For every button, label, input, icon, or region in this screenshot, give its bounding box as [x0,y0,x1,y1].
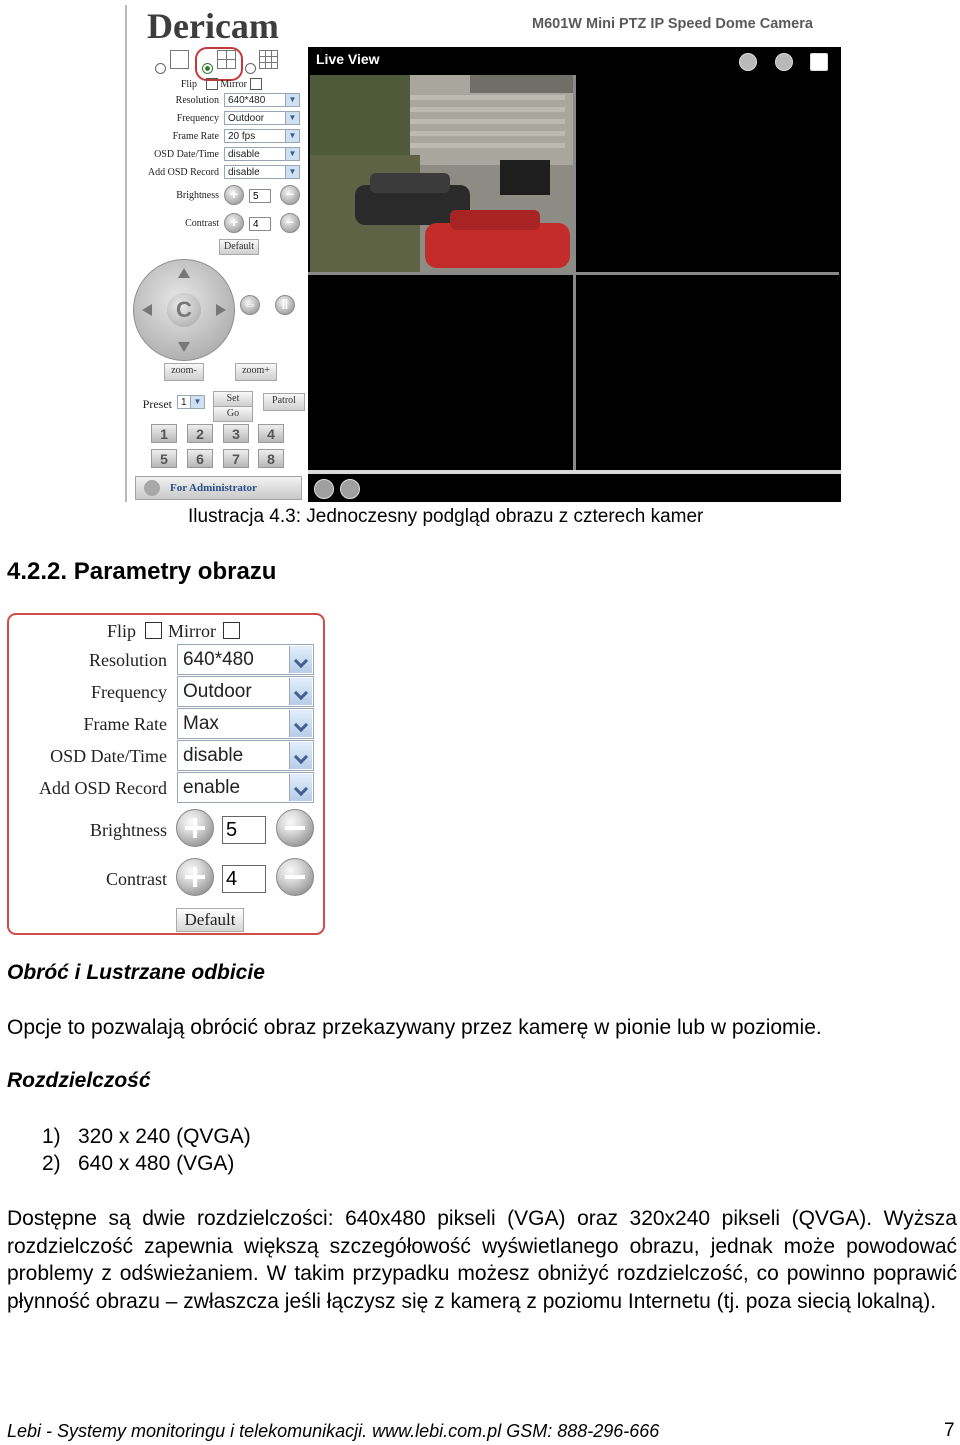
section-heading: 4.2.2. Parametry obrazu [7,558,277,585]
live-view-panel [308,47,841,502]
osd-date-time-value: disable [183,745,244,766]
list-item: 640 x 480 (VGA) [78,1152,235,1175]
image-parameters-panel [7,613,325,935]
user-bar [135,476,302,500]
chevron-down-icon: ▼ [285,130,299,142]
preset-set-button[interactable]: Set [213,391,253,407]
default-button[interactable]: Default [219,239,259,255]
grid-divider-horizontal [308,272,839,275]
resolution-select[interactable] [224,93,300,107]
osd-date-time-label: OSD Date/Time [154,149,219,160]
ptz-direction-pad[interactable] [133,259,235,361]
contrast-decrease-button[interactable] [276,858,314,896]
osd-date-time-select[interactable] [177,740,314,771]
camera-web-interface-screenshot [125,5,842,502]
resolution-value: 640*480 [228,95,266,106]
chevron-down-icon [289,710,312,737]
preset-go-button[interactable]: Go [213,406,253,422]
resolution-paragraph: Dostępne są dwie rozdzielczości: 640x480 pikseli (VGA) oraz 320x240 pikseli (QVGA). Wyższa rozdzielczość zapewnia większą szczegółowość wyświetlanego obrazu, jednak może powodować problemy z odświeżaniem. W takim przypadku możesz obniżyć rozdzielczość, co powinno poprawić płynność obrazu – zwłaszcza jeśli łączysz się z kamerą z poziomu Internetu (tj. poza siecią lokalną). [7,1207,957,1313]
frame-rate-select[interactable] [177,708,314,739]
quad-view-icon[interactable] [217,50,236,69]
play-icon[interactable] [314,479,334,499]
frame-rate-value: 20 fps [228,131,256,142]
brightness-plus-button[interactable]: + [224,185,244,205]
list-item: 320 x 240 (QVGA) [78,1125,251,1148]
contrast-plus-button[interactable]: + [224,213,244,233]
record-icon[interactable] [739,53,757,71]
frequency-label: Frequency [176,113,219,124]
chevron-down-icon [289,774,312,801]
camera-4-video[interactable] [576,275,839,470]
flip-mirror-paragraph: Opcje to pozwalają obrócić obraz przekazywany przez kamerę w pionie lub w poziomie. [7,1016,822,1039]
zoom-out-button[interactable]: zoom- [164,363,204,381]
preset-label: Preset [142,397,172,411]
preset-button-1[interactable]: 1 [151,424,177,443]
patrol-button[interactable]: Patrol [263,393,305,411]
frame-rate-label: Frame Rate [172,131,219,142]
screenshot-header [127,5,842,47]
mirror-checkbox[interactable] [250,78,262,90]
default-button[interactable]: Default [176,908,244,932]
brightness-minus-button[interactable]: − [280,185,300,205]
video-bottom-border [308,470,841,474]
user-role-label: For Administrator [170,482,257,494]
fullscreen-icon[interactable] [810,53,828,71]
mirror-checkbox[interactable] [223,622,240,639]
chevron-down-icon: ▼ [285,148,299,160]
brightness-decrease-button[interactable] [276,809,314,847]
preset-button-6[interactable]: 6 [187,449,213,468]
mirror-label: Mirror [220,79,247,90]
chevron-down-icon [289,646,312,673]
brightness-value[interactable]: 5 [222,816,266,844]
osd-date-time-value: disable [228,149,260,160]
brightness-label: Brightness [176,190,219,201]
add-osd-record-value: disable [228,167,260,178]
preset-button-5[interactable]: 5 [151,449,177,468]
contrast-minus-button[interactable]: − [280,213,300,233]
brightness-value[interactable]: 5 [249,189,271,203]
chevron-down-icon [289,742,312,769]
brightness-increase-button[interactable] [176,809,214,847]
nine-view-icon[interactable] [259,50,278,69]
mirror-label: Mirror [168,621,216,641]
add-osd-record-select[interactable] [224,165,300,179]
add-osd-record-select[interactable] [177,772,314,803]
frequency-value: Outdoor [228,113,265,124]
preset-button-3[interactable]: 3 [223,424,249,443]
radio-nine-view-icon[interactable] [245,63,256,74]
resolution-label: Resolution [175,95,219,106]
contrast-increase-button[interactable] [176,858,214,896]
snapshot-icon[interactable] [775,53,793,71]
frequency-select[interactable] [177,676,314,707]
chevron-down-icon: ▼ [190,396,204,408]
list-item-number: 1) [42,1125,61,1148]
contrast-value[interactable]: 4 [249,217,271,231]
frame-rate-value: Max [183,713,219,734]
camera-1-frame-image [310,75,573,272]
contrast-label: Contrast [106,869,167,889]
contrast-value[interactable]: 4 [222,865,266,893]
stop-icon[interactable]: ‖ [275,295,295,315]
horizontal-cruise-icon[interactable]: ⇔ [240,295,260,315]
resolution-heading: Rozdzielczość [7,1069,151,1092]
add-osd-record-label: Add OSD Record [147,167,219,178]
preset-button-4[interactable]: 4 [258,424,284,443]
radio-quad-view-icon[interactable] [202,63,213,74]
contrast-label: Contrast [185,218,219,229]
chevron-down-icon: ▼ [285,112,299,124]
resolution-value: 640*480 [183,649,254,670]
frequency-label: Frequency [91,682,167,702]
add-osd-record-label: Add OSD Record [39,778,167,798]
preset-button-2[interactable]: 2 [187,424,213,443]
ptz-center-button[interactable]: C [167,293,201,327]
arrow-up-icon[interactable] [178,268,190,278]
camera-2-video[interactable] [576,75,839,272]
frame-rate-select[interactable] [224,129,300,143]
page-number: 7 [944,1420,955,1441]
single-view-icon[interactable] [170,50,189,69]
resolution-label: Resolution [88,650,167,670]
resolution-select[interactable] [177,644,314,675]
live-view-title: Live View [316,51,380,67]
list-item-number: 2) [42,1152,61,1175]
camera-model-title: M601W Mini PTZ IP Speed Dome Camera [532,16,813,32]
frame-rate-label: Frame Rate [83,714,167,734]
chevron-down-icon: ▼ [285,166,299,178]
flip-mirror-heading: Obróć i Lustrzane odbicie [7,961,265,984]
preset-value: 1 [181,397,187,408]
arrow-down-icon[interactable] [178,342,190,352]
zoom-in-button[interactable]: zoom+ [235,363,277,381]
chevron-down-icon [289,678,312,705]
preset-select[interactable] [177,395,205,409]
add-osd-record-value: enable [183,777,241,798]
flip-label: Flip [180,79,197,90]
figure-caption: Ilustracja 4.3: Jednoczesny podgląd obrazu z czterech kamer [188,506,704,527]
chevron-down-icon: ▼ [285,94,299,106]
arrow-left-icon[interactable] [142,304,152,316]
osd-date-time-select[interactable] [224,147,300,161]
pause-icon[interactable] [340,479,360,499]
osd-date-time-label: OSD Date/Time [50,746,167,766]
preset-button-7[interactable]: 7 [223,449,249,468]
flip-label: Flip [106,621,136,641]
frequency-value: Outdoor [183,681,252,702]
user-icon [144,480,160,496]
frequency-select[interactable] [224,111,300,125]
camera-1-video[interactable] [310,75,573,272]
radio-single-view-icon[interactable] [155,63,166,74]
camera-3-video[interactable] [310,275,573,470]
brightness-label: Brightness [89,820,167,840]
footer-text: Lebi - Systemy monitoringu i telekomunikacji. www.lebi.com.pl GSM: 888-296-666 [7,1421,660,1441]
arrow-right-icon[interactable] [216,304,226,316]
preset-button-8[interactable]: 8 [258,449,284,468]
dericam-logo: Dericam [147,6,279,46]
